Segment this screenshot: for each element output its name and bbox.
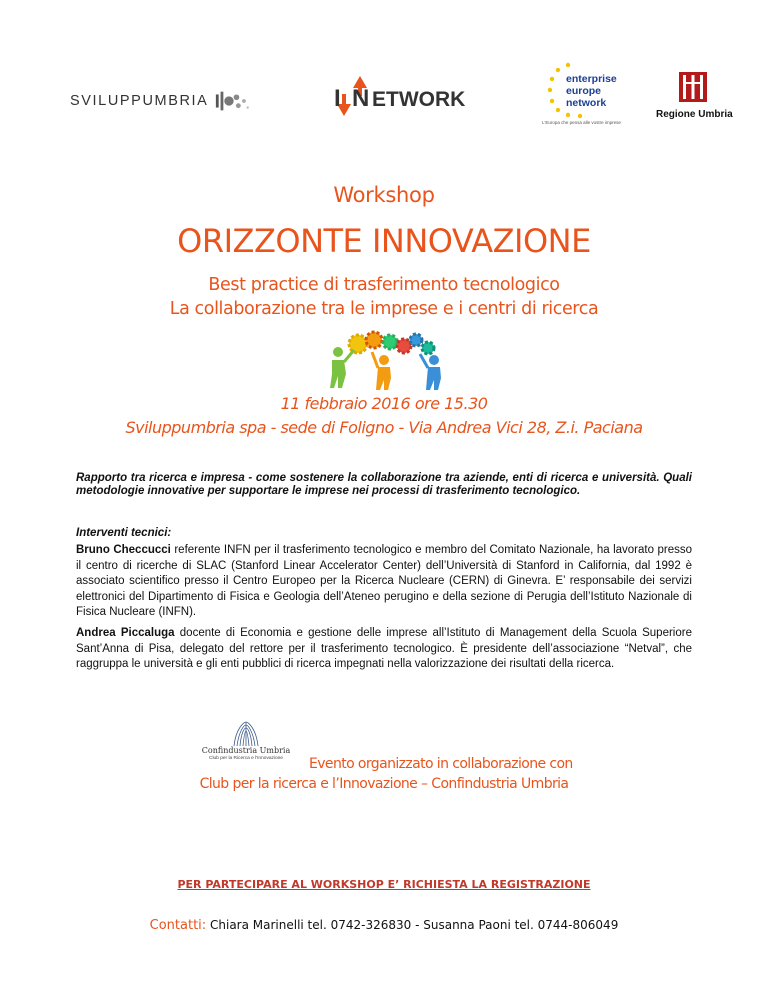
- contacts-text: Chiara Marinelli tel. 0742-326830 - Susanna Paoni tel. 0744-806049: [206, 918, 619, 932]
- confindustria-logo: [200, 720, 290, 770]
- subtitle-2: La collaborazione tra le imprese e i centri di ricerca: [169, 299, 599, 319]
- speaker-2-bio: docente di Economia e gestione delle imprese all’Istituto di Management della Scuola Superiore Sant’Anna di Pisa, delegato del rettore per il trasferimento tecnologico. È presidente dell’associazione “Netval”, che raggruppa le università e gli enti pubblici di ricerca impegnati nella valorizzazione dei risultati della ricerca.: [76, 627, 692, 670]
- orange-figure-icon: [372, 352, 391, 390]
- innetwork-mark-icon: [334, 74, 504, 124]
- speaker-2-name: Andrea Piccaluga: [76, 627, 175, 639]
- innetwork-i: I: [334, 85, 341, 112]
- een-line3: network: [566, 97, 607, 109]
- gear-icon: [349, 332, 434, 354]
- registration-link[interactable]: PER PARTECIPARE AL WORKSHOP E’ RICHIESTA LA REGISTRAZIONE: [177, 878, 591, 891]
- intro-paragraph: Rapporto tra ricerca e impresa - come sostenere la collaborazione tra aziende, enti di ricerca e università. Quali metodologie innovative per supportare le imprese nei processi di trasferimento tecnologico.: [76, 472, 692, 497]
- page-title: ORIZZONTE INNOVAZIONE: [177, 222, 591, 260]
- organized-line-2: Club per la ricerca e l’Innovazione – Confindustria Umbria: [199, 776, 569, 792]
- een-stars-icon: [540, 60, 636, 120]
- interventi-heading: Interventi tecnici:: [76, 527, 172, 539]
- confindustria-name: Confindustria Umbria: [201, 746, 291, 755]
- event-venue: Sviluppumbria spa - sede di Foligno - Via Andrea Vici 28, Z.i. Paciana: [125, 418, 643, 437]
- green-figure-icon: [330, 347, 354, 388]
- people-gears-illustration: [316, 330, 452, 390]
- speaker-1-bio: referente INFN per il trasferimento tecnologico e membro del Comitato Nazionale, ha lavorato presso il centro di ricerche di SLAC (Stanford Linear Accelerator Center) dell’Università di Stanford in California, dal 1992 è associato scientifico presso il Centro Europeo per la Ricerca Nucleare (CERN) di Ginevra. E’ responsabile dei servizi elettronici del Dipartimento di Fisica e Geologia dell’Ateneo perugino e della sezione di Perugia dell’Istituto Nazionale di Fisica Nucleare (INFN).: [76, 544, 693, 618]
- workshop-kicker: Workshop: [333, 183, 435, 207]
- sviluppumbria-wordmark: SVILUPPUMBRIA: [70, 93, 209, 109]
- confindustria-emblem-icon: [200, 720, 292, 748]
- een-line2: europe: [566, 85, 602, 97]
- speaker-2-paragraph: [76, 626, 692, 673]
- contacts-label: Contatti:: [149, 918, 207, 933]
- speaker-1-name: Bruno Checcucci: [76, 544, 171, 556]
- blue-figure-icon: [420, 354, 441, 390]
- umbria-emblem-icon: [679, 72, 707, 102]
- innetwork-rest: ETWORK: [372, 88, 466, 111]
- regione-umbria-logo: [656, 72, 733, 120]
- contacts-line: [0, 918, 768, 933]
- regione-umbria-text: Regione Umbria: [656, 109, 733, 120]
- innetwork-logo: [334, 74, 504, 124]
- speaker-1-paragraph: [76, 543, 692, 621]
- subtitle-1: Best practice di trasferimento tecnologico: [208, 275, 560, 295]
- organized-line-1: Evento organizzato in collaborazione con: [309, 756, 573, 772]
- confindustria-subtitle: Club per la Ricerca e l'Innovazione: [209, 756, 283, 761]
- event-date: 11 febbraio 2016 ore 15.30: [280, 394, 488, 413]
- enterprise-europe-network-logo: [540, 60, 636, 128]
- een-tagline: L'Europa che pensa alle vostre imprese: [542, 120, 621, 125]
- sviluppumbria-logo: [70, 86, 250, 116]
- een-line1: enterprise: [566, 73, 617, 85]
- sviluppumbria-mark-icon: [214, 88, 250, 114]
- innetwork-n: N: [352, 85, 370, 112]
